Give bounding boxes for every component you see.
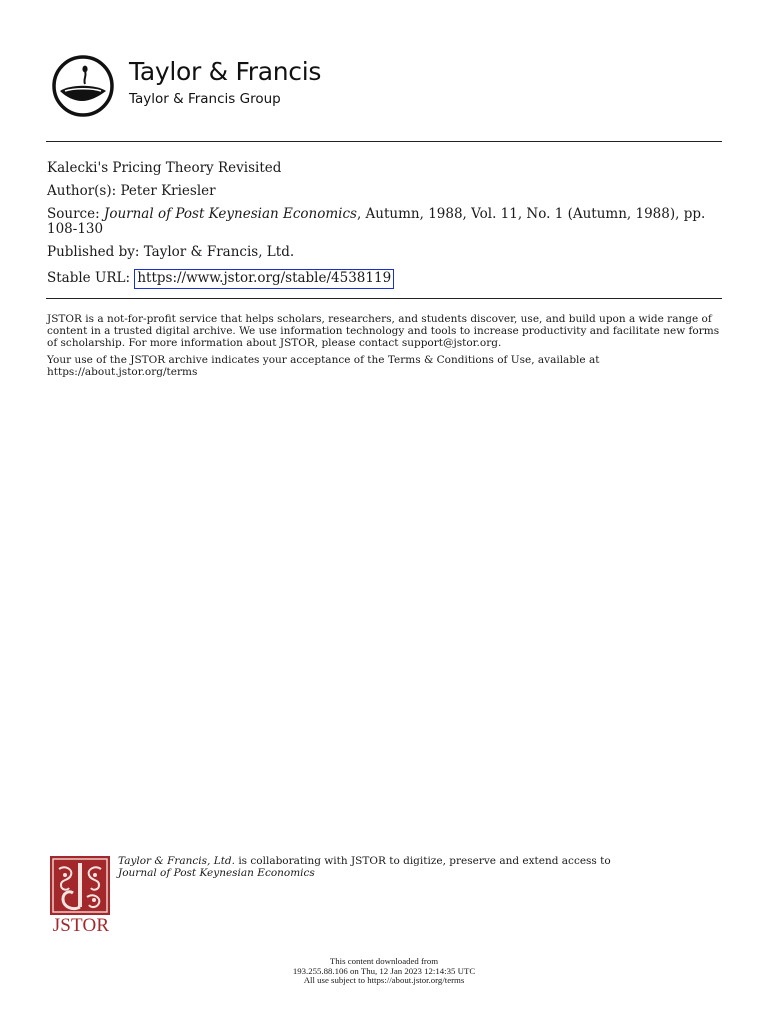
published-label: Published by: [47,244,140,260]
terms-notice: Your use of the JSTOR archive indicates your acceptance of the Terms & Conditions of Use, available at https://about.jstor.org/terms [47,354,600,378]
journal-name: Journal of Post Keynesian Economics [103,206,357,222]
jstor-notice: JSTOR is a not-for-profit service that helps scholars, researchers, and students discover, use, and build upon a wide range of content in a trusted digital archive. We use information technology and tools to increase productivity and facilitate new forms of scholarship. For more information about JSTOR, please contact support@jstor.org. [47,313,720,349]
collaboration-statement [118,856,718,880]
collab-journal: Journal of Post Keynesian Economics [118,866,315,879]
source-label: Source: [47,206,100,222]
jstor-logo [49,855,113,937]
download-footer [0,957,768,986]
collab-text: is collaborating with JSTOR to digitize, preserve and extend access to [234,855,611,867]
source-line [47,207,722,237]
author-label: Author(s): [47,183,117,199]
author-name: Peter Kriesler [120,183,216,199]
author-line [47,184,216,199]
stable-url-line [47,269,394,289]
publisher-line [47,245,294,260]
publisher-text: Taylor & Francis, Ltd. [143,244,295,260]
article-title: Kalecki's Pricing Theory Revisited [47,160,282,176]
bottom-rule [46,298,722,299]
publisher-group: Taylor & Francis Group [129,91,281,107]
jstor-wordmark: JSTOR [52,915,110,936]
source-details: , Autumn, 1988, Vol. 11, No. 1 (Autumn, 1988), pp. 108-130 [47,206,706,237]
collab-publisher: Taylor & Francis, Ltd. [118,855,235,867]
publisher-logo [52,55,352,117]
publisher-name: Taylor & Francis [129,57,322,86]
footer-line-2: 193.255.88.106 on Thu, 12 Jan 2023 12:14:35 UTC [292,965,476,976]
stable-url-label: Stable URL: [47,270,131,286]
stable-url-link[interactable]: https://www.jstor.org/stable/4538119 [134,269,394,289]
footer-line-1: This content downloaded from [329,956,439,966]
top-rule [46,141,722,142]
lamp-icon [52,55,114,117]
footer-line-3: All use subject to https://about.jstor.org/terms [303,975,465,986]
